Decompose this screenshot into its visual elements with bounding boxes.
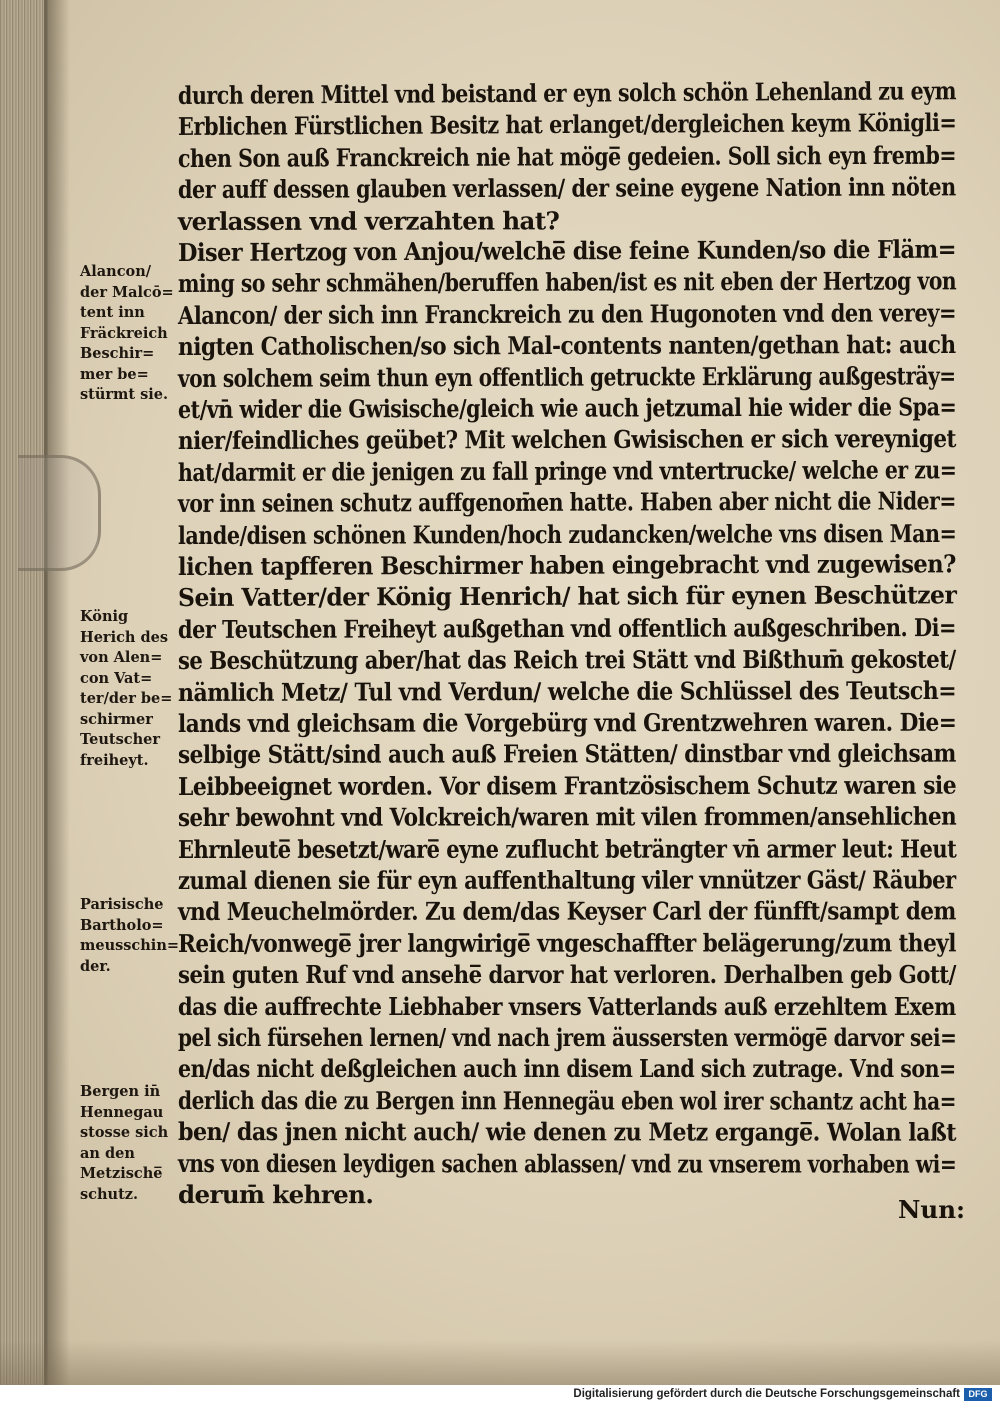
margin-note-alancon: Alancon/ der Malcō= tent inn Fräckreich Beschir= mer be= stürmt sie. <box>80 263 174 403</box>
text-line: derlich das die zu Bergen inn Hennegäu eben wol irer schantz acht ha= <box>177 1085 957 1116</box>
text-line: nigten Catholischen/so sich Mal-contents nanten/gethan hat: auch <box>177 330 956 362</box>
text-line: nämlich Metz/ Tul vnd Verdun/ welche die Schlüssel des Teutsch= <box>177 675 957 707</box>
text-line: vor inn seinen schutz auffgenom̄en hatte. Haben aber nicht die Nider= <box>177 486 956 519</box>
text-line: Ehrnleute̅ besetzt/ware̅ eyne zuflucht beträngter vn̄ armer leut: Heut <box>177 833 957 864</box>
funding-notice: Digitalisierung gefördert durch die Deutsche Forschungsgemeinschaft <box>573 1388 960 1400</box>
margin-note-parisische: Parisische Bartholo= meusschin= der. <box>80 896 180 975</box>
text-line: verlassen vnd verzahten hat? <box>177 205 560 236</box>
catchword: Nun: <box>898 1195 966 1224</box>
page-bottom-shadow <box>0 1340 1000 1385</box>
text-line: vnd Meuchelmörder. Zu dem/das Keyser Carl der fünfft/sampt dem <box>177 896 956 927</box>
text-line: durch deren Mittel vnd beistand er eyn solch schön Lehenland zu eym <box>177 76 957 110</box>
text-line: zumal dienen sie für eyn auffenthaltung viler vnnützer Gäst/ Räuber <box>177 865 956 895</box>
text-line: Diser Hertzog von Anjou/welche̅ dise feine Kunden/so die Fläm= <box>177 234 957 267</box>
text-line: se Beschützung aber/hat das Reich trei Stätt vnd Bißthum̄ gekostet/ <box>177 644 956 676</box>
gutter-shadow <box>44 0 70 1385</box>
text-line: hat/darmit er die jenigen zu fall pringe vnd vntertrucke/ welche er zu= <box>177 455 957 487</box>
text-line: lands vnd gleichsam die Vorgebürg vnd Grentzwehren waren. Die= <box>177 707 957 738</box>
text-line: selbige Stätt/sind auch auß Freien Stätten/ dinstbar vnd gleichsam <box>177 739 956 770</box>
text-line: der Teutschen Freiheyt außgethan vnd offentlich außgeschriben. Di= <box>177 612 956 644</box>
text-line: derum̄ kehren. <box>177 1180 374 1210</box>
text-line: lichen tapfferen Beschirmer haben eingebracht vnd zugewisen? <box>177 549 956 581</box>
book-page-edges <box>0 0 48 1385</box>
book-clasp-shadow <box>18 455 101 571</box>
text-line: pel sich fürsehen lernen/ vnd nach jrem äussersten vermöge̅ darvor sei= <box>178 1023 957 1052</box>
text-line: ming so sehr schmähen/beruffen haben/ist es nit eben der Hertzog von <box>177 266 957 299</box>
text-line: Alancon/ der sich inn Franckreich zu den Hugonoten vnd den verey= <box>177 298 957 330</box>
text-line: Leibbeeignet worden. Vor disem Frantzösischem Schutz waren sie <box>177 770 957 801</box>
text-line: von solchem seim thun eyn offentlich getruckte Erklärung außgesträy= <box>177 360 956 393</box>
text-line: sein guten Ruf vnd ansehe̅ darvor hat verloren. Derhalben geb Gott/ <box>178 960 956 990</box>
text-line: Reich/vonwege̅ jrer langwirige̅ vngeschaffter belägerung/zum theyl <box>177 928 956 958</box>
text-line: nier/feindliches geübet? Mit welchen Gwisischen er sich vereyniget <box>177 424 956 456</box>
text-line: lande/disen schönen Kunden/hoch zudancken/welche vns disen Man= <box>177 518 957 550</box>
footer-bar <box>0 1385 1000 1405</box>
margin-note-bergen: Bergen in̄ Hennegau stosse sich an den Metzische̅ schutz. <box>80 1083 169 1203</box>
dfg-logo: DFG <box>964 1388 992 1401</box>
margin-note-koenig-henrich: König Herich des von Alen= con Vat= ter/der be= schirmer Teutscher freiheyt. <box>80 608 173 769</box>
text-line: ben/ das jnen nicht auch/ wie denen zu Metz ergange̅. Wolan laßt <box>177 1117 957 1147</box>
text-line: Erblichen Fürstlichen Besitz hat erlanget/dergleichen keym Königli= <box>177 108 957 142</box>
text-line: das die auffrechte Liebhaber vnsers Vatterlands auß erzehltem Exem <box>178 991 956 1021</box>
text-line: sehr bewohnt vnd Volckreich/waren mit vilen frommen/ansehlichen <box>177 801 957 833</box>
text-line: et/vn̄ wider die Gwisische/gleich wie auch jetzumal hie wider die Spa= <box>177 392 957 424</box>
text-line: chen Son auß Franckreich nie hat möge̅ gedeien. Soll sich eyn fremb= <box>177 140 957 173</box>
text-line: en/das nicht deßgleichen auch inn disem Land sich zutrage. Vnd son= <box>178 1054 956 1084</box>
text-line: Sein Vatter/der König Henrich/ hat sich für eynen Beschützer <box>177 580 957 613</box>
text-line: vns von diesen leydigen sachen ablassen/ vnd zu vnserem vorhaben wi= <box>177 1148 957 1179</box>
text-line: der auff dessen glauben verlassen/ der seine eygene Nation inn nöten <box>177 172 956 205</box>
